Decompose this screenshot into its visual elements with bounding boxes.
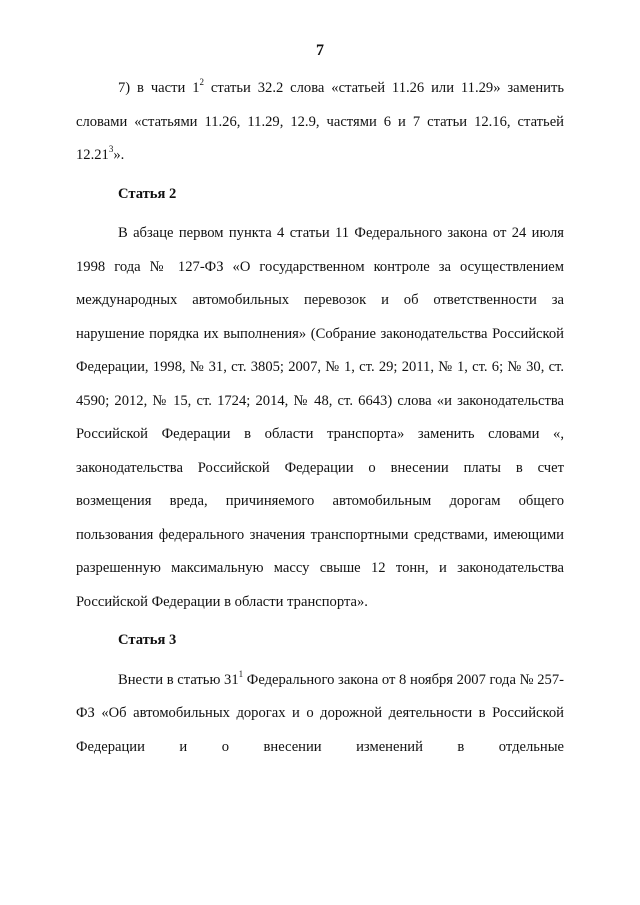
list-item-7-text-end: ». (113, 147, 125, 163)
article-3-heading: Статья 3 (118, 632, 177, 648)
article-3-text-rest: Федерального закона от 8 ноября 2007 года № 257-ФЗ «Об автомобильных дорогах и о дорожной деятельности в Российской Федерации и о внесении изменений в отдельные (76, 671, 564, 755)
superscript-article-number: 3 (108, 144, 114, 154)
superscript-article-31: 1 (238, 668, 244, 679)
document-body (76, 72, 564, 764)
list-item-7 (76, 72, 564, 173)
article-2-heading: Статья 2 (118, 185, 177, 202)
page-number: 7 (316, 42, 324, 59)
article-3-text (76, 664, 564, 765)
superscript-part-number: 2 (199, 77, 204, 87)
list-item-7-text-middle: статьи 32.2 слова «статьей 11.26 или 11.29» заменить словами «статьями 11.26, 11.29, 12.9, частями 6 и 7 статьи 12.16, статьей 12.21 (76, 80, 564, 163)
article-2-text: В абзаце первом пункта 4 статьи 11 Федерального закона от 24 июля 1998 года № 127-ФЗ «О государственном контроле за осуществлением международных автомобильных перевозок и об ответственности за нарушение порядка их выполнения» (Собрание законодательства Российской Федерации, 1998, № 31, ст. 3805; 2007, № 1, ст. 29; 2011, № 1, ст. 6; № 30, ст. 4590; 2012, № 15, ст. 1724; 2014, № 48, ст. 6643) слова «и законодательства Российской Федерации в области транспорта» заменить словами «, законодательства Российской Федерации о внесении платы в счет возмещения вреда, причиняемого автомобильным дорогам общего пользования федерального значения транспортными средствами, имеющими разрешенную максимальную массу свыше 12 тонн, и законодательства Российской Федерации в области транспорта». (76, 225, 564, 610)
article-3-text-start: Внести в статью 31 (118, 671, 239, 688)
list-item-7-text-start: 7) в части 1 (118, 80, 200, 96)
